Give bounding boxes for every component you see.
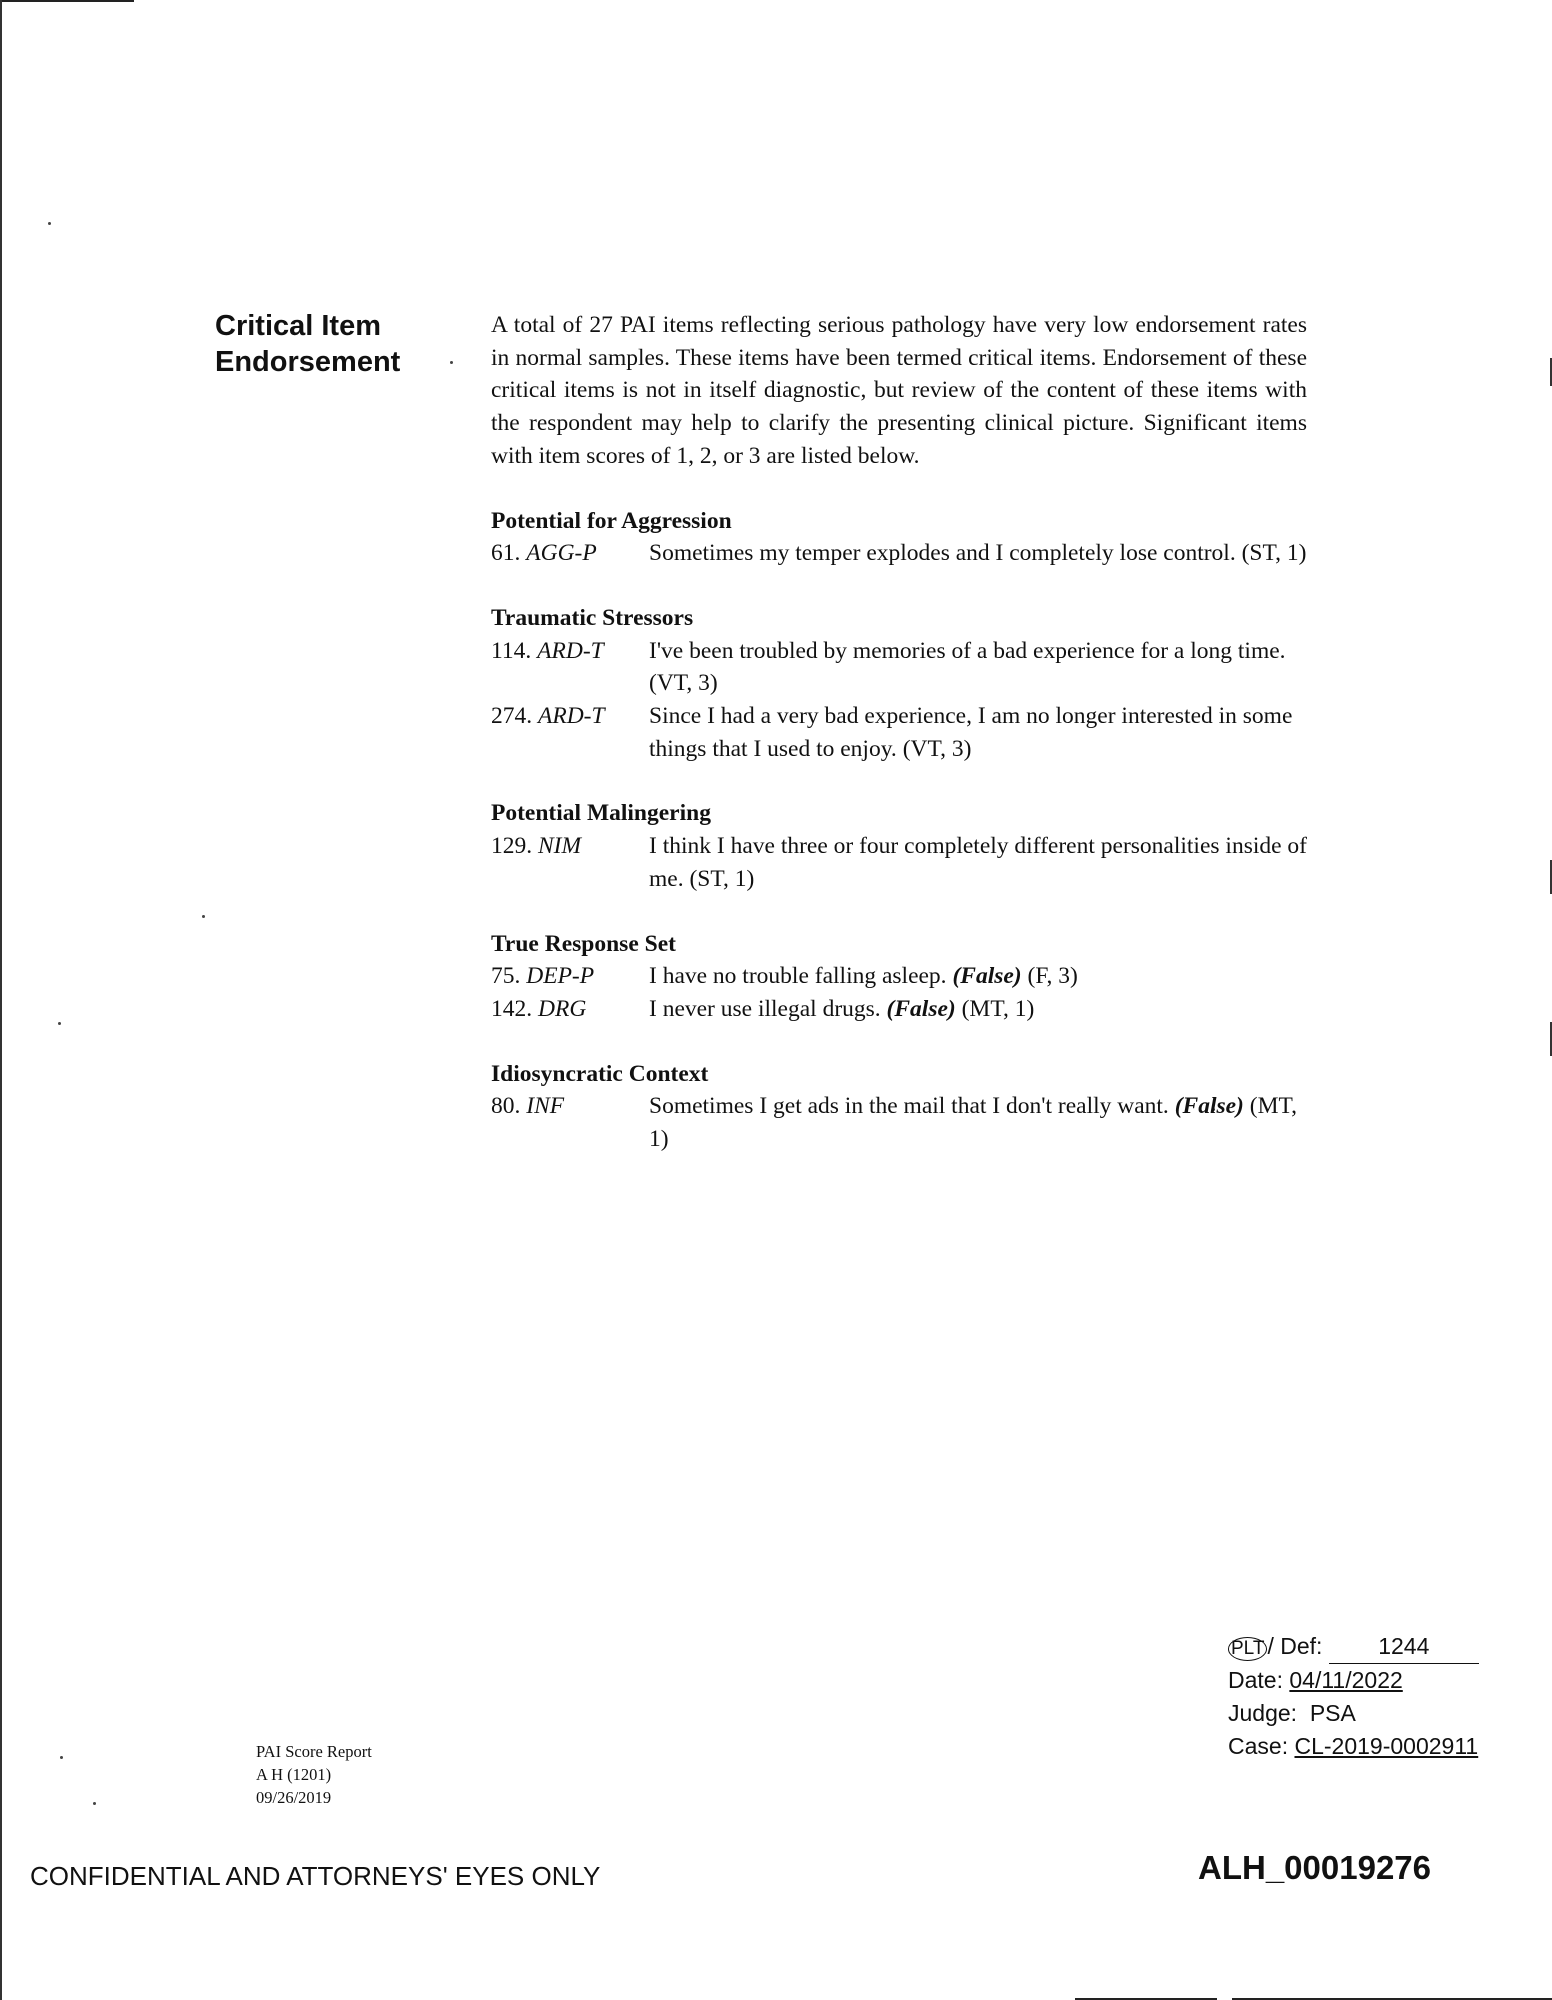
item-number-cell bbox=[491, 1090, 649, 1155]
item-statement: Sometimes I get ads in the mail that I don't really want. bbox=[649, 1093, 1169, 1120]
scan-edge-left bbox=[0, 0, 2, 2000]
critical-item-group bbox=[491, 797, 1307, 895]
scan-speck bbox=[202, 915, 205, 918]
item-text-cell bbox=[649, 960, 1307, 993]
item-scale-code: ARD-T bbox=[538, 703, 605, 730]
stamp-def-label: / Def: bbox=[1267, 1633, 1323, 1659]
item-number-cell bbox=[491, 830, 649, 895]
group-title: Potential Malingering bbox=[491, 800, 711, 827]
item-scale-code: AGG-P bbox=[526, 540, 597, 567]
critical-item-group bbox=[491, 602, 1307, 766]
stamp-date-row bbox=[1228, 1664, 1479, 1697]
critical-item bbox=[491, 635, 1307, 700]
bates-number: ALH_00019276 bbox=[1198, 1849, 1431, 1886]
item-score: (VT, 3) bbox=[649, 670, 718, 697]
report-date: 09/26/2019 bbox=[256, 1788, 332, 1807]
item-score: (MT, 1) bbox=[961, 995, 1035, 1022]
item-statement: Since I had a very bad experience, I am no longer interested in some things that I used to enjoy. bbox=[649, 703, 1293, 762]
stamp-def-value: 1244 bbox=[1329, 1630, 1479, 1664]
item-statement: I think I have three or four completely different personalities inside of me. bbox=[649, 833, 1307, 892]
item-number: 129. bbox=[491, 833, 533, 860]
critical-item bbox=[491, 537, 1307, 570]
item-number: 61. bbox=[491, 540, 521, 567]
item-number-cell bbox=[491, 537, 649, 570]
item-text-cell bbox=[649, 1090, 1307, 1155]
item-scale-code: INF bbox=[526, 1093, 565, 1120]
stamp-date-value: 04/11/2022 bbox=[1289, 1667, 1403, 1693]
item-statement: I have no trouble falling asleep. bbox=[649, 963, 947, 990]
group-title: Idiosyncratic Context bbox=[491, 1060, 709, 1087]
section-heading bbox=[215, 308, 445, 380]
item-scale-code: ARD-T bbox=[537, 637, 604, 664]
item-number: 142. bbox=[491, 995, 533, 1022]
item-text-cell bbox=[649, 830, 1307, 895]
scan-speck bbox=[60, 1756, 63, 1759]
report-footer bbox=[256, 1740, 372, 1809]
critical-item bbox=[491, 993, 1307, 1026]
scan-speck bbox=[58, 1022, 61, 1025]
stamp-judge-row bbox=[1228, 1697, 1479, 1730]
scan-speck bbox=[48, 222, 51, 225]
item-false-tag: (False) bbox=[952, 963, 1022, 990]
critical-item bbox=[491, 830, 1307, 895]
item-false-tag: (False) bbox=[886, 995, 956, 1022]
critical-item bbox=[491, 1090, 1307, 1155]
item-scale-code: NIM bbox=[538, 833, 582, 860]
scan-edge-top bbox=[0, 0, 134, 2]
item-score: (ST, 1) bbox=[689, 865, 755, 892]
item-score: (VT, 3) bbox=[902, 735, 972, 762]
critical-item bbox=[491, 960, 1307, 993]
scan-speck bbox=[93, 1802, 96, 1805]
section-heading-line2: Endorsement bbox=[215, 346, 401, 378]
stamp-date-label: Date: bbox=[1228, 1667, 1283, 1693]
item-score: (MT, 1) bbox=[649, 1093, 1297, 1153]
stamp-case-row bbox=[1228, 1730, 1479, 1763]
item-score: (ST, 1) bbox=[1241, 540, 1307, 567]
stamp-def-row bbox=[1228, 1630, 1479, 1664]
stamp-case-value: CL-2019-0002911 bbox=[1294, 1733, 1479, 1759]
critical-item-groups bbox=[491, 505, 1307, 1156]
critical-item-group bbox=[491, 928, 1307, 1026]
item-text-cell bbox=[649, 537, 1307, 570]
item-false-tag: (False) bbox=[1174, 1093, 1244, 1120]
stamp-case-label: Case: bbox=[1228, 1733, 1289, 1759]
item-number: 75. bbox=[491, 963, 521, 990]
critical-item bbox=[491, 700, 1307, 765]
item-number-cell bbox=[491, 993, 649, 1026]
critical-items-body bbox=[491, 309, 1307, 1156]
item-number: 80. bbox=[491, 1093, 521, 1120]
group-title: True Response Set bbox=[491, 930, 676, 957]
intro-paragraph: A total of 27 PAI items reflecting serious pathology have very low endorsement rates in normal samples. These items have been termed critical items. Endorsement of these critical items is not in itself diagnostic, but review of the content of these items with the respondent may help to clarify the presenting clinical picture. Significant items with item scores of 1, 2, or 3 are listed below. bbox=[491, 312, 1307, 469]
scan-speck bbox=[450, 361, 453, 364]
item-scale-code: DRG bbox=[538, 995, 587, 1022]
group-title: Potential for Aggression bbox=[491, 507, 732, 534]
item-score: (F, 3) bbox=[1027, 963, 1078, 990]
section-heading-line1: Critical Item bbox=[215, 310, 381, 342]
item-number-cell bbox=[491, 700, 649, 765]
critical-item-group bbox=[491, 505, 1307, 570]
report-title: PAI Score Report bbox=[256, 1742, 372, 1761]
item-statement: I never use illegal drugs. bbox=[649, 995, 881, 1022]
confidential-notice: CONFIDENTIAL AND ATTORNEYS' EYES ONLY bbox=[30, 1861, 601, 1891]
item-text-cell bbox=[649, 993, 1307, 1026]
item-text-cell bbox=[649, 700, 1307, 765]
stamp-judge-label: Judge: bbox=[1228, 1700, 1298, 1726]
item-number-cell bbox=[491, 960, 649, 993]
item-number-cell bbox=[491, 635, 649, 700]
item-statement: Sometimes my temper explodes and I completely lose control. bbox=[649, 540, 1236, 567]
exhibit-stamp bbox=[1228, 1630, 1479, 1763]
report-subject: A H (1201) bbox=[256, 1765, 332, 1784]
item-scale-code: DEP-P bbox=[526, 963, 595, 990]
stamp-plt-circled: PLT bbox=[1228, 1637, 1267, 1661]
stamp-judge-value: PSA bbox=[1309, 1700, 1356, 1726]
critical-item-group bbox=[491, 1058, 1307, 1156]
group-title: Traumatic Stressors bbox=[491, 604, 694, 631]
item-number: 114. bbox=[491, 637, 532, 664]
item-statement: I've been troubled by memories of a bad experience for a long time. bbox=[649, 637, 1286, 664]
item-number: 274. bbox=[491, 703, 533, 730]
item-text-cell bbox=[649, 635, 1307, 700]
